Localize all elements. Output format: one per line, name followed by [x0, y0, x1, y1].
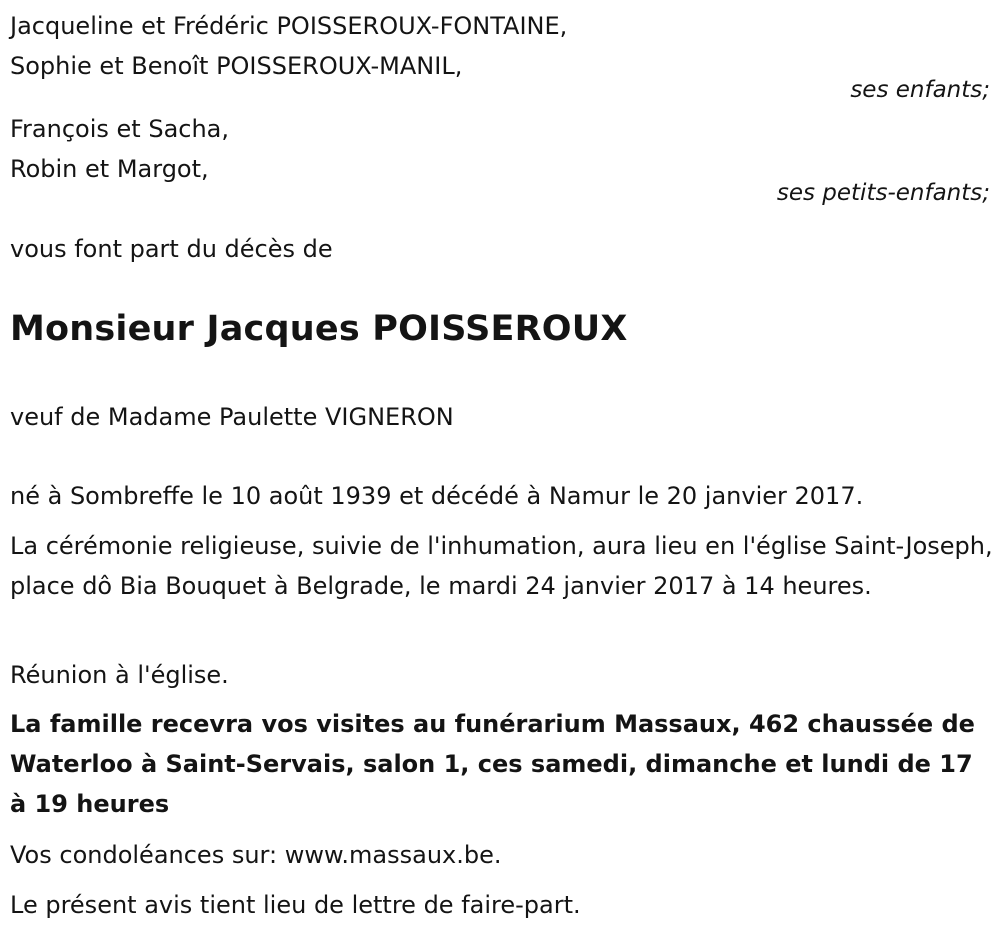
intro-text: vous font part du décès de	[10, 235, 333, 263]
birth-death-line: né à Sombreffe le 10 août 1939 et décédé à Namur le 20 janvier 2017.	[10, 482, 864, 510]
meeting-line: Réunion à l'église.	[10, 661, 229, 689]
grandchildren-line-1: François et Sacha,	[10, 115, 230, 143]
condolences-line: Vos condoléances sur: www.massaux.be.	[10, 841, 502, 869]
widower-line: veuf de Madame Paulette VIGNERON	[10, 403, 454, 431]
visits-paragraph: La famille recevra vos visites au funérarium Massaux, 462 chaussée de Waterloo à Saint-Servais, salon 1, ces samedi, dimanche et lundi de 17 à 19 heures	[10, 710, 975, 818]
deceased-name: Monsieur Jacques POISSEROUX	[10, 309, 628, 349]
children-line-2: Sophie et Benoît POISSEROUX-MANIL,	[10, 52, 463, 80]
ceremony-paragraph: La cérémonie religieuse, suivie de l'inhumation, aura lieu en l'église Saint-Joseph, place dô Bia Bouquet à Belgrade, le mardi 24 janvier 2017 à 14 heures.	[10, 532, 993, 600]
notice-line: Le présent avis tient lieu de lettre de faire-part.	[10, 891, 581, 919]
grandchildren-label: ses petits-enfants;	[776, 180, 990, 206]
children-label: ses enfants;	[850, 77, 990, 103]
children-line-1: Jacqueline et Frédéric POISSEROUX-FONTAINE,	[10, 12, 568, 40]
grandchildren-line-2: Robin et Margot,	[10, 155, 209, 183]
